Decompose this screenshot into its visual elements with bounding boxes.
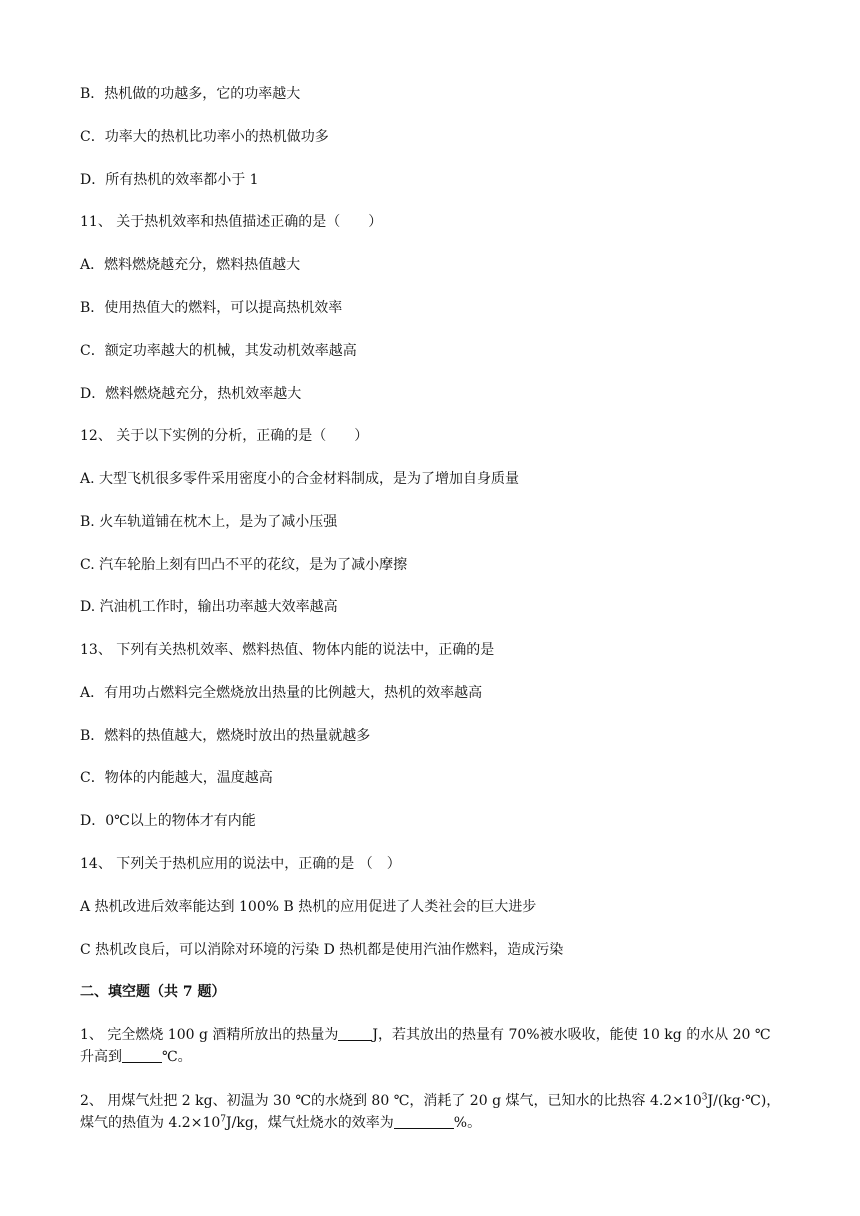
fill2-text-a: 2、 用煤气灶把 2 kg、初温为 30 ℃的水烧到 80 ℃，消耗了 20 g 煤气，已知水的比热容 4.2×10: [80, 1093, 702, 1109]
option-c-q12: C. 汽车轮胎上刻有凹凸不平的花纹，是为了减小摩擦: [80, 557, 408, 573]
option-a-q12: A. 大型飞机很多零件采用密度小的合金材料制成，是为了增加自身质量: [80, 471, 520, 487]
option-b-q11: B．使用热值大的燃料，可以提高热机效率: [80, 300, 343, 316]
fill2-text-d: J/kg，煤气灶烧水的效率为: [226, 1115, 394, 1131]
option-d-q12: D. 汽油机工作时，输出功率越大效率越高: [80, 599, 338, 615]
fill1-text-c: 升高到: [80, 1049, 122, 1065]
section-heading-fill-in: 二、填空题（共 7 题）: [80, 984, 226, 1000]
fill-question-2-line-1: [80, 1091, 812, 1111]
options-ab-q14: A 热机改进后效率能达到 100% B 热机的应用促进了人类社会的巨大进步: [80, 899, 537, 915]
question-11: 11、 关于热机效率和热值描述正确的是（ ）: [80, 214, 383, 230]
option-c-q10: C．功率大的热机比功率小的热机做功多: [80, 129, 329, 145]
fill1-text-a: 1、 完全燃烧 100 g 酒精所放出的热量为: [80, 1027, 339, 1043]
answer-blank-1[interactable]: [338, 1026, 372, 1041]
option-b-q10: B．热机做的功越多，它的功率越大: [80, 86, 301, 102]
fill1-text-d: ℃。: [162, 1049, 192, 1065]
option-b-q12: B. 火车轨道铺在枕木上，是为了减小压强: [80, 514, 338, 530]
fill2-text-e: %。: [453, 1115, 482, 1131]
fill-question-1-line-1: [80, 1025, 812, 1045]
fill2-sup-b: 7: [220, 1114, 226, 1125]
question-14: 14、 下列关于热机应用的说法中，正确的是 （ ）: [80, 856, 401, 872]
options-cd-q14: C 热机改良后，可以消除对环境的污染 D 热机都是使用汽油作燃料，造成污染: [80, 942, 564, 958]
option-a-q13: A．有用功占燃料完全燃烧放出热量的比例越大，热机的效率越高: [80, 685, 483, 701]
fill2-text-c: 煤气的热值为 4.2×10: [80, 1115, 221, 1131]
option-d-q11: D．燃料燃烧越充分，热机效率越大: [80, 386, 302, 402]
option-c-q13: C．物体的内能越大，温度越高: [80, 770, 273, 786]
question-12: 12、 关于以下实例的分析，正确的是（ ）: [80, 428, 369, 444]
answer-blank-2[interactable]: [122, 1048, 162, 1063]
option-d-q13: D．0℃以上的物体才有内能: [80, 813, 256, 829]
option-b-q13: B．燃料的热值越大，燃烧时放出的热量就越多: [80, 728, 371, 744]
fill2-text-b: J/(kg·℃)，: [707, 1093, 781, 1109]
fill-question-1-line-2: [80, 1047, 812, 1067]
question-13: 13、 下列有关热机效率、燃料热值、物体内能的说法中，正确的是: [80, 642, 495, 658]
fill1-text-b: J，若其放出的热量有 70%被水吸收，能使 10 kg 的水从 20 ℃: [372, 1027, 771, 1043]
fill-question-2-line-2: [80, 1113, 812, 1133]
option-c-q11: C．额定功率越大的机械，其发动机效率越高: [80, 343, 357, 359]
option-d-q10: D．所有热机的效率都小于 1: [80, 172, 259, 188]
fill2-sup-a: 3: [701, 1092, 708, 1103]
option-a-q11: A．燃料燃烧越充分，燃料热值越大: [80, 257, 301, 273]
answer-blank-3[interactable]: [394, 1114, 454, 1129]
